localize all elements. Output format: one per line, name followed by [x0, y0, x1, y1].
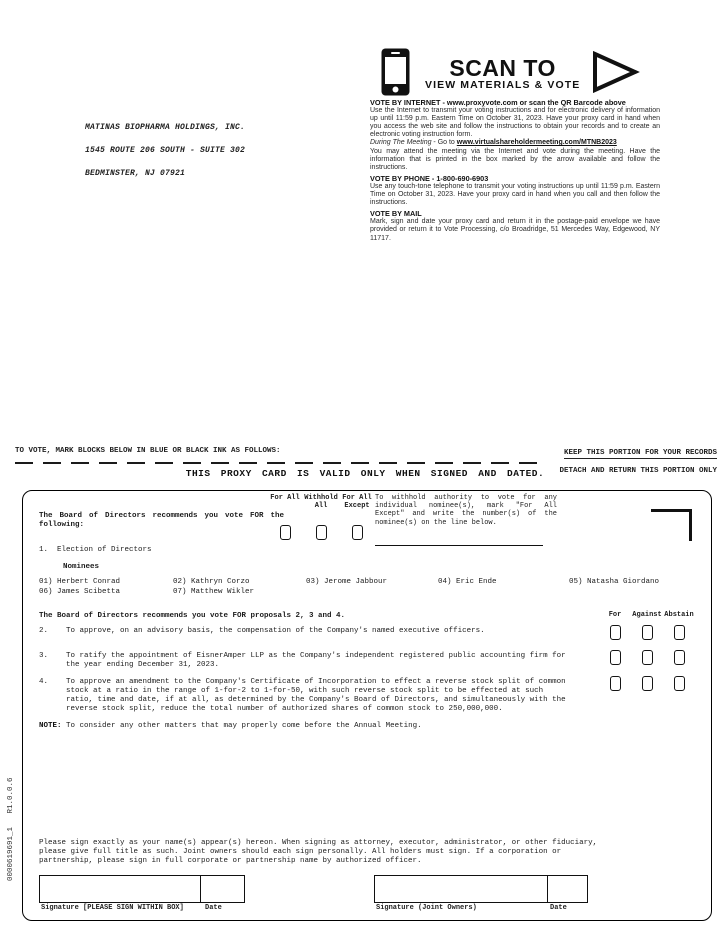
- proposal3-text: To ratify the appointment of EisnerAmper LLP as the Company's independent registered public accounting firm for the year ending December 31, 2023.: [66, 652, 566, 669]
- recommendation-proposals: The Board of Directors recommends you vote FOR proposals 2, 3 and 4.: [39, 612, 346, 620]
- for-all-checkbox[interactable]: [280, 525, 291, 540]
- vote-by-phone-body: Use any touch-tone telephone to transmit your voting instructions up until 11:59 p.m. Eastern Time on October 31, 2023. Have your proxy card in hand when you call and then follow the instructions.: [370, 182, 660, 207]
- for-all-except-checkbox[interactable]: [352, 525, 363, 540]
- signature-box-1[interactable]: [39, 875, 245, 903]
- vote-by-mail-body: Mark, sign and date your proxy card and return it in the postage-paid envelope we have provided or return it to Vote Processing, c/o Broadridge, 51 Mercedes Way, Edgewood, NY 11717.: [370, 218, 660, 242]
- proposal2-abstain-checkbox[interactable]: [674, 625, 685, 640]
- valid-only-label: THIS PROXY CARD IS VALID ONLY WHEN SIGNED AND DATED.: [185, 468, 545, 479]
- proposal4-for-checkbox[interactable]: [610, 676, 621, 691]
- nominees-label: Nominees: [63, 563, 100, 571]
- keep-portion-label: KEEP THIS PORTION FOR YOUR RECORDS: [563, 449, 717, 457]
- detach-portion-label: DETACH AND RETURN THIS PORTION ONLY: [559, 467, 717, 475]
- date-label-1: Date: [205, 904, 222, 912]
- detach-dashed-line: [15, 462, 543, 464]
- sign-instructions: Please sign exactly as your name(s) appear(s) hereon. When signing as attorney, executor, administrator, or other fiduciary, please give full title as such. Joint owners should each sign personally. All holders must sign. If a corporation or partnership, please sign in full corporate or partnership name by authorized officer.: [39, 839, 598, 865]
- corner-bracket-mark: [651, 509, 692, 541]
- company-street: 1545 ROUTE 206 SOUTH - SUITE 302: [85, 145, 246, 155]
- nominee-item: 04) Eric Ende: [438, 578, 497, 586]
- proposal1-column-headers: [267, 495, 375, 510]
- recommendation-following: The Board of Directors recommends you vote FOR the following:: [39, 512, 284, 529]
- for-all-except-header: For All Except: [342, 494, 372, 510]
- note-text: To consider any other matters that may properly come before the Annual Meeting.: [61, 722, 422, 730]
- proposal4-checkboxes: [599, 676, 695, 691]
- smartphone-icon: [380, 47, 411, 102]
- withhold-all-header: Withhold All: [304, 494, 338, 510]
- proposal3-against-checkbox[interactable]: [642, 650, 653, 665]
- company-address: [85, 108, 245, 194]
- proposal1-checkboxes: [267, 525, 375, 540]
- voting-instructions: [370, 99, 660, 243]
- proposal2-against-checkbox[interactable]: [642, 625, 653, 640]
- nominee-item: 07) Matthew Wikler: [173, 587, 255, 596]
- note-label: NOTE:: [39, 722, 62, 730]
- scan-to-text: [425, 57, 580, 91]
- proposal2-checkboxes: [599, 625, 695, 640]
- proposal1-title: Election of Directors: [57, 546, 152, 554]
- scan-to-subtitle: VIEW MATERIALS & VOTE: [425, 79, 581, 91]
- proposal2-text: To approve, on an advisory basis, the compensation of the Company's named executive officers.: [66, 627, 485, 635]
- abstain-header: Abstain: [664, 611, 694, 619]
- during-meeting-label: During The Meeting: [370, 139, 432, 147]
- vote-column-headers: [599, 611, 695, 619]
- proposal1-row: [39, 546, 152, 555]
- proposal2-for-checkbox[interactable]: [610, 625, 621, 640]
- proposal4-text: To approve an amendment to the Company's Certificate of Incorporation to effect a reverse stock split of common stock at a ratio in the range of 1-for-2 to 1-for-50, with such reverse stock split to be effected at such ratio, time and date, if at all, as determined by the Company's Board of Directors, and simultaneously with the reverse stock split, reduce the total number of authorized shares of common stock to 250,000,000.: [66, 678, 566, 713]
- right-arrow-icon: [592, 51, 640, 98]
- during-meeting-goto: - Go to: [431, 139, 457, 147]
- nominee-item: 03) Jerome Jabbour: [306, 578, 388, 586]
- nominee-item: 05) Natasha Giordano: [569, 578, 660, 586]
- proposal3-checkboxes: [599, 650, 695, 665]
- proposal3-for-checkbox[interactable]: [610, 650, 621, 665]
- proposal3-abstain-checkbox[interactable]: [674, 650, 685, 665]
- for-header: For: [608, 611, 622, 619]
- nominee-writein-line[interactable]: [375, 545, 543, 546]
- signature-box-2-divider: [547, 876, 548, 902]
- note-line: [39, 722, 559, 731]
- against-header: Against: [632, 611, 662, 619]
- nominee-item: 06) James Scibetta: [39, 587, 121, 596]
- vote-by-mail-heading: VOTE BY MAIL: [370, 209, 422, 219]
- signature-box-1-divider: [200, 876, 201, 902]
- meeting-url-link[interactable]: www.virtualshareholdermeeting.com/MTNB2023: [456, 139, 617, 147]
- nominee-item: 02) Kathryn Corzo: [173, 578, 250, 586]
- during-meeting-line: [370, 139, 660, 147]
- vote-by-phone-heading: VOTE BY PHONE - 1-800-690-6903: [370, 173, 489, 183]
- date-label-2: Date: [550, 904, 567, 912]
- ballot-card: [22, 490, 712, 921]
- during-meeting-body: You may attend the meeting via the Internet and vote during the meeting. Have the information that is printed in the box marked by the arrow available and follow the instructions.: [370, 147, 660, 171]
- proposal3-number: 3.: [39, 652, 49, 660]
- withhold-all-checkbox[interactable]: [316, 525, 327, 540]
- for-all-header: For All: [270, 494, 300, 502]
- scan-to-title: SCAN TO: [449, 55, 556, 81]
- nominee-item: 01) Herbert Conrad: [39, 578, 121, 586]
- withhold-authority-note: To withhold authority to vote for any individual nominee(s), mark "For All Except" and write the number(s) of the nominee(s) on the line below.: [375, 494, 557, 527]
- signature-box-2[interactable]: [374, 875, 588, 903]
- proposal2-number: 2.: [39, 627, 49, 635]
- form-control-code: 0000619691_1 R1.0.0.6: [7, 777, 15, 881]
- proposal1-number: 1.: [39, 546, 49, 554]
- proposal4-against-checkbox[interactable]: [642, 676, 653, 691]
- signature-label-2: Signature (Joint Owners): [376, 904, 477, 912]
- vote-by-internet-body: Use the Internet to transmit your voting instructions and for electronic delivery of information up until 11:59 p.m. Eastern Time on October 31, 2023. Have your proxy card in hand when you access the web site and follow the instructions to obtain your records and to create an electronic voting instruction form.: [370, 107, 660, 139]
- signature-label-1: Signature [PLEASE SIGN WITHIN BOX]: [41, 904, 184, 912]
- mark-blocks-instruction: TO VOTE, MARK BLOCKS BELOW IN BLUE OR BLACK INK AS FOLLOWS:: [15, 447, 281, 455]
- scan-to-banner: [380, 48, 660, 100]
- company-name: MATINAS BIOPHARMA HOLDINGS, INC.: [85, 122, 246, 132]
- company-city: BEDMINSTER, NJ 07921: [85, 169, 186, 179]
- proposal4-number: 4.: [39, 678, 49, 686]
- vote-by-internet-heading: VOTE BY INTERNET - www.proxyvote.com or scan the QR Barcode above: [370, 98, 626, 107]
- proposal4-abstain-checkbox[interactable]: [674, 676, 685, 691]
